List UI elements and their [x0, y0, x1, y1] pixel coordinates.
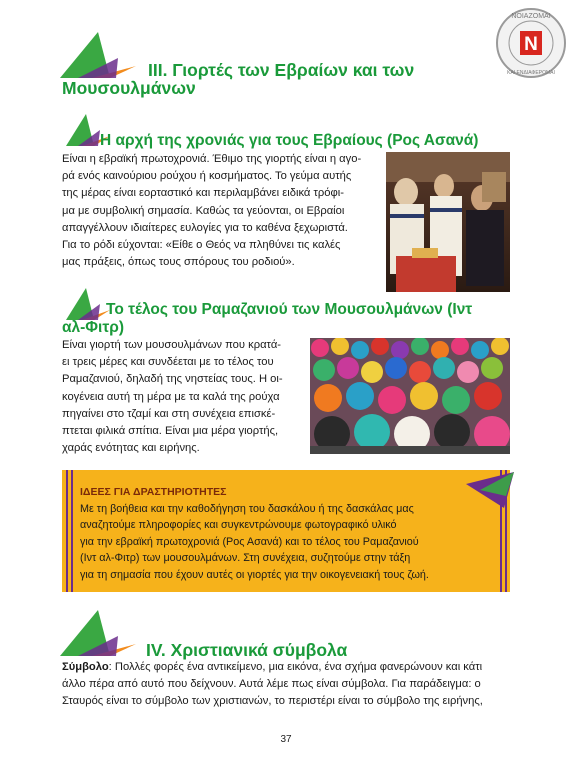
rosh-hashanah-text: [62, 151, 380, 271]
text-line: ρά ενός καινούριου ρούχου ή κοσμήματος. Το γεύμα αυτής: [62, 170, 352, 183]
section-4-title: IV. Χριστιανικά σύμβολα: [146, 640, 348, 660]
rosh-hashanah-title: Η αρχή της χρονιάς για τους Εβραίους (Ρος Ασανά): [100, 132, 479, 149]
text-line: (Ιντ αλ-Φιτρ) των μουσουλμάνων. Στη συνέχεια, συζητούμε στην τάξη: [80, 552, 411, 565]
eid-title-line2: αλ-Φιτρ): [62, 319, 125, 336]
noiazomai-stamp-logo: [494, 6, 568, 80]
symbol-term: Σύμβολο: [62, 661, 109, 673]
text-line: πηγαίνει στο τζαμί και στη συνέχεια επισκέ-: [62, 407, 276, 420]
text-line: πτεται φιλικά σπίτια. Είναι μια μέρα γιορτής,: [62, 425, 279, 438]
text-line: κογένεια αυτή τη μέρα με τα καλά της ρούχα: [62, 390, 280, 403]
text-line: μα με συμβολική σημασία. Καθώς τα γεύονται, οι Εβραίοι: [62, 204, 345, 217]
text-line: για την εβραϊκή πρωτοχρονιά (Ρος Ασανά) και το τέλος του Ραμαζανιού: [80, 535, 419, 548]
stamp-letter: N: [524, 34, 538, 55]
symbol-definition-text: [62, 659, 514, 711]
text-line: αναζητούμε πληροφορίες και συγκεντρώνουμε φωτογραφικό υλικό: [80, 519, 397, 532]
eid-text: [62, 337, 304, 457]
box-corner-triangle-icon: [466, 470, 516, 510]
text-line: Με τη βοήθεια και την καθοδήγηση του δασκάλου ή της δασκάλας μας: [80, 503, 414, 515]
synagogue-photo: [386, 152, 510, 292]
text-line: Είναι η εβραϊκή πρωτοχρονιά. Έθιμο της γιορτής είναι η αγο-: [62, 153, 362, 165]
symbol-definition-start: : Πολλές φορές ένα αντικείμενο, μια εικόνα, ένα σχήμα φανερώνουν και κάτι: [108, 661, 483, 673]
activity-ideas-title: ΙΔΕΕΣ ΓΙΑ ΔΡΑΣΤΗΡΙΟΤΗΤΕΣ: [80, 486, 227, 498]
section-triangle-icon: [58, 30, 138, 80]
text-line: για τη σημασία που έχουν αυτές οι γιορτές για την οικογενειακή τους ζωή.: [80, 568, 429, 581]
box-left-stripe: [71, 470, 73, 592]
box-left-stripe: [66, 470, 68, 592]
text-line: Είναι γιορτή των μουσουλμάνων που κρατά-: [62, 339, 282, 351]
section-triangle-icon: [58, 608, 138, 658]
text-line: χαράς ενότητας και ειρήνης.: [62, 442, 200, 455]
text-line: Σταυρός είναι το σύμβολο των χριστιανών, το περιστέρι είναι το σύμβολο της ειρήνης,: [62, 695, 483, 708]
activity-ideas-box: [62, 470, 510, 592]
text-line: ει τρεις μέρες και συνδέεται με το τέλος του: [62, 356, 274, 369]
text-line: απαγγέλλουν ιδιαίτερες ευλογίες για το καθένα ξεχωριστά.: [62, 221, 348, 234]
section-3-title-line2: Μουσουλμάνων: [62, 78, 196, 98]
text-line: της μέρας είναι εορταστικό και περιλαμβάνει ειδικά τρόφι-: [62, 187, 344, 200]
text-line: Ραμαζανιού, δηλαδή της νηστείας τους. Η οι-: [62, 373, 283, 386]
section-3-title-line1: ΙΙΙ. Γιορτές των Εβραίων και των: [148, 60, 415, 80]
text-line: άλλο πέρα από αυτό που δείχνουν. Αυτά λέμε πως είναι σύμβολα. Για παράδειγμα: ο: [62, 678, 481, 691]
stamp-text-bottom: ΚΑΙ ΕΝΔΙΑΦΕΡΟΜΑΙ: [507, 70, 555, 76]
eid-prayer-photo: [310, 338, 510, 454]
stamp-text-top: ΝΟΙΑΖΟΜΑΙ: [511, 13, 551, 20]
text-line: Για το ρόδι εύχονται: «Είθε ο Θεός να πληθύνει τις καλές: [62, 239, 341, 252]
text-line: [62, 659, 514, 676]
page-number: 37: [280, 734, 292, 745]
eid-title-line1: Το τέλος του Ραμαζανιού των Μουσουλμάνων (Ιντ: [106, 301, 473, 318]
text-line: μας πράξεις, όπως τους σπόρους του ροδιού».: [62, 256, 295, 269]
activity-ideas-text: [80, 501, 500, 583]
